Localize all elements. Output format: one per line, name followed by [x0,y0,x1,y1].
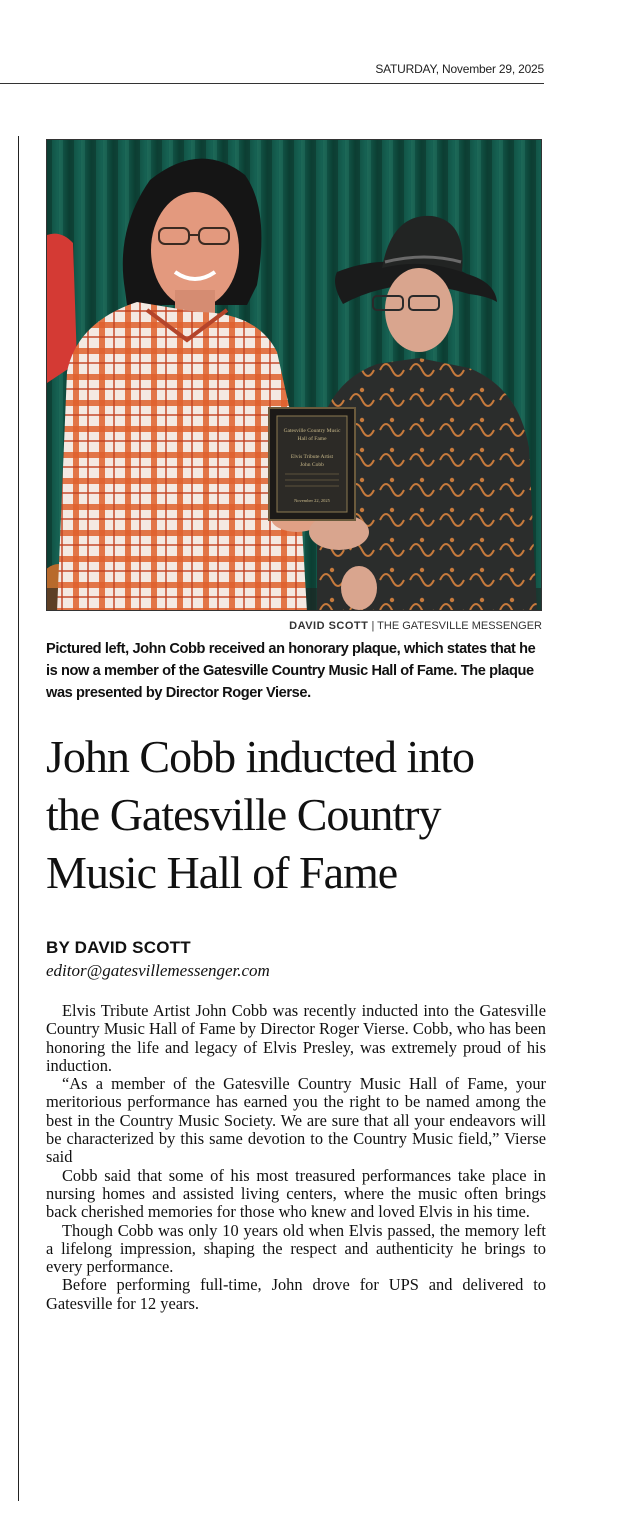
paragraph: Elvis Tribute Artist John Cobb was recently inducted into the Gatesville Country Music Hall of Fame by Director Roger Vierse. Cobb, who has been honoring the life and legacy of Elvis Presley, was extremely proud of his induction. [46,1001,546,1075]
photo-credit-source: THE GATESVILLE MESSENGER [377,620,542,632]
paragraph: Cobb said that some of his most treasured performances take place in nursing homes and assisted living centers, where the music often brings back cherished memories for those who knew and loved Elvis in his time. [46,1165,546,1222]
dateline: SATURDAY, November 29, 2025 [375,62,544,76]
byline: BY DAVID SCOTT [46,938,191,957]
header-rule [0,83,544,84]
plaque [269,408,355,520]
headline-line-1: John Cobb inducted into [46,731,475,782]
article-body [46,1002,546,1313]
plaque-line-1: Gatesville Country Music [283,428,341,434]
article-photo [46,139,542,611]
photo-caption: Pictured left, John Cobb received an honorary plaque, which states that he is now a member of the Gatesville Country Music Hall of Fame. The plaque was presented by Director Roger Vierse. [46,641,536,701]
author-email[interactable]: editor@gatesvillemessenger.com [46,961,270,980]
photo-credit [289,620,542,632]
plaque-line-5: November 22, 2025 [294,498,330,503]
headline-line-3: Music Hall of Fame [46,847,398,898]
plaque-line-4: John Cobb [300,462,324,468]
paragraph: Though Cobb was only 10 years old when Elvis passed, the memory left a lifelong impression, shaping the respect and authenticity he brings to every performance. [46,1220,546,1277]
column-rule [18,136,19,1501]
plaque-line-3: Elvis Tribute Artist [290,454,334,460]
paragraph: “As a member of the Gatesville Country Music Hall of Fame, your meritorious performance has earned you the right to be named among the best in the Country Music Society. We are sure that all your endeavors will be characterized by this same devotion to the Country Music field,” Vierse said [46,1074,546,1167]
paragraph: Before performing full-time, John drove for UPS and delivered to Gatesville for 12 years. [46,1275,546,1313]
photo-credit-name: DAVID SCOTT [289,620,369,632]
photo-credit-separator: | [371,620,375,632]
plaque-line-2: Hall of Fame [297,436,327,442]
headline-line-2: the Gatesville Country [46,789,441,840]
headline [46,728,566,902]
